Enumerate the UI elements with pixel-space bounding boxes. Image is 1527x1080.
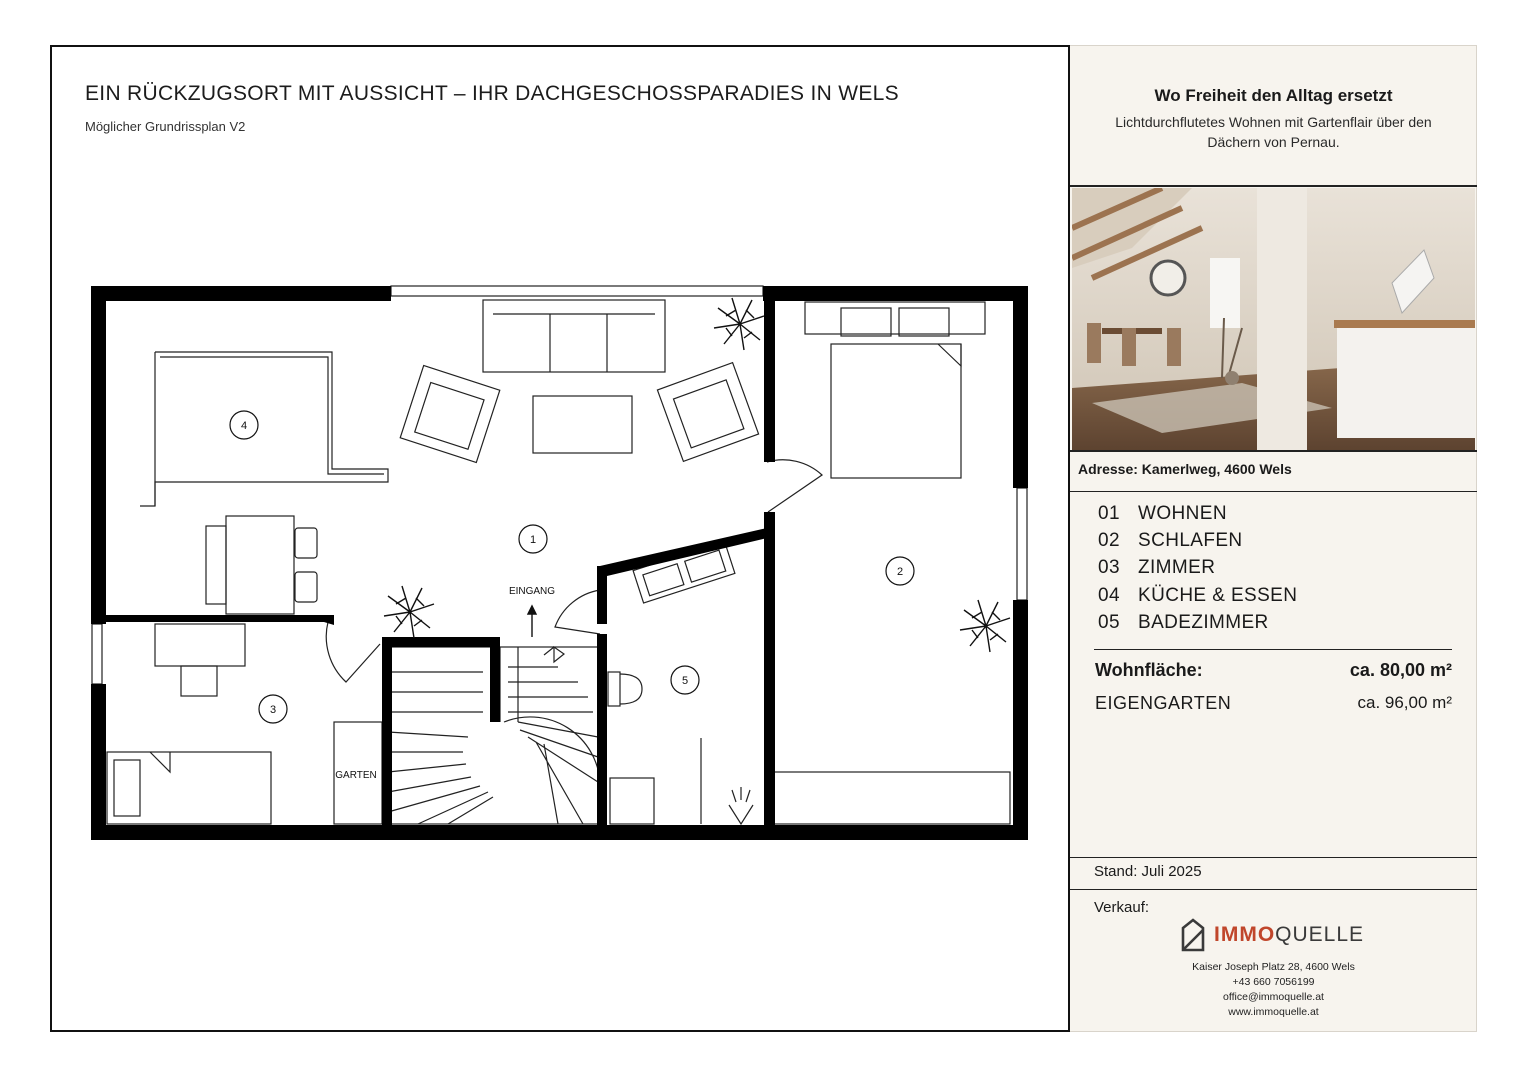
- company-logo: [1180, 918, 1364, 952]
- page-title: EIN RÜCKZUGSORT MIT AUSSICHT – IHR DACHGESCHOSSPARADIES IN WELS: [85, 82, 899, 105]
- wardrobe: [774, 772, 1010, 824]
- room-name: WOHNEN: [1138, 503, 1227, 524]
- contact-block: [1070, 960, 1477, 1020]
- room-number-2: 2: [896, 566, 904, 578]
- garden-area-label: EIGENGARTEN: [1095, 693, 1232, 713]
- door-bedroom: [767, 460, 822, 512]
- garden-area-value: ca. 96,00 m²: [1357, 693, 1452, 712]
- room-number-5: 5: [681, 675, 689, 687]
- room-name: SCHLAFEN: [1138, 530, 1243, 552]
- room-number: 02: [1098, 530, 1120, 552]
- logo-text-quelle: QUELLE: [1275, 923, 1365, 946]
- room-name: KÜCHE & ESSEN: [1138, 584, 1298, 606]
- window-left: [92, 624, 102, 684]
- contact-email[interactable]: office@immoquelle.at: [1223, 991, 1324, 1003]
- divider: [1070, 857, 1477, 858]
- divider: [1070, 450, 1477, 452]
- bed: [831, 344, 961, 478]
- window-top: [391, 286, 763, 296]
- plant: [384, 586, 434, 638]
- room-number: 01: [1098, 503, 1120, 524]
- room-list-item: [1098, 612, 1297, 639]
- armchair: [400, 365, 500, 462]
- room-list-item: [1098, 503, 1297, 530]
- room-list-item: [1098, 557, 1297, 584]
- room-number-4: 4: [240, 420, 248, 432]
- plant: [960, 600, 1010, 652]
- dining-table: [226, 516, 294, 614]
- room-number-1: 1: [529, 534, 537, 546]
- chair: [295, 572, 317, 602]
- sidebar-tagline: Lichtdurchflutetes Wohnen mit Gartenflair über den Dächern von Pernau.: [1115, 114, 1432, 150]
- room-number: 03: [1098, 557, 1120, 579]
- living-area-label: Wohnfläche:: [1095, 660, 1203, 680]
- divider: [1094, 649, 1452, 650]
- sales-label: Verkauf:: [1094, 899, 1150, 916]
- room-list-item: [1098, 530, 1297, 557]
- room-number: 05: [1098, 611, 1120, 633]
- sofa: [483, 300, 665, 372]
- chair: [295, 528, 317, 558]
- bed-room3: [107, 752, 271, 824]
- contact-website[interactable]: www.immoquelle.at: [1228, 1006, 1319, 1018]
- coffee-table: [533, 396, 632, 453]
- floor-plan: [88, 282, 1033, 847]
- house-logo-icon: [1180, 918, 1206, 952]
- info-sidebar: [1070, 45, 1477, 1032]
- divider: [1070, 185, 1477, 187]
- plant: [714, 298, 764, 350]
- status-date: Stand: Juli 2025: [1094, 863, 1202, 880]
- contact-address: Kaiser Joseph Platz 28, 4600 Wels: [1192, 961, 1355, 973]
- desk-chair: [181, 666, 217, 696]
- logo-text-immo: IMMO: [1214, 923, 1276, 946]
- armchair: [657, 363, 758, 462]
- room-number: 04: [1098, 584, 1120, 606]
- divider: [1070, 491, 1477, 492]
- headboard: [805, 302, 985, 334]
- page-subtitle: Möglicher Grundrissplan V2: [85, 119, 246, 134]
- sidebar-headline: Wo Freiheit den Alltag ersetzt: [1154, 86, 1393, 105]
- room-list: [1098, 503, 1297, 639]
- garden-label: GARTEN: [335, 770, 377, 781]
- window-right: [1017, 488, 1027, 600]
- bench: [206, 526, 226, 604]
- interior-photo: [1072, 188, 1475, 450]
- room-name: ZIMMER: [1138, 557, 1216, 579]
- living-area-value: ca. 80,00 m²: [1349, 660, 1452, 680]
- entrance-label: EINGANG: [508, 586, 556, 597]
- door-bath: [555, 590, 600, 634]
- sidebar-header: [1070, 46, 1477, 186]
- contact-phone[interactable]: +43 660 7056199: [1232, 976, 1315, 988]
- room-list-item: [1098, 585, 1297, 612]
- kitchen-counter: [140, 352, 388, 506]
- divider: [1070, 889, 1477, 890]
- toilet: [608, 672, 620, 706]
- desk: [155, 624, 245, 666]
- entrance-arrow: [528, 606, 536, 637]
- shower-tray: [610, 778, 654, 824]
- property-address: Adresse: Kamerlweg, 4600 Wels: [1078, 461, 1292, 477]
- room-name: BADEZIMMER: [1138, 611, 1269, 633]
- door-room3: [326, 622, 380, 682]
- room-number-3: 3: [269, 704, 277, 716]
